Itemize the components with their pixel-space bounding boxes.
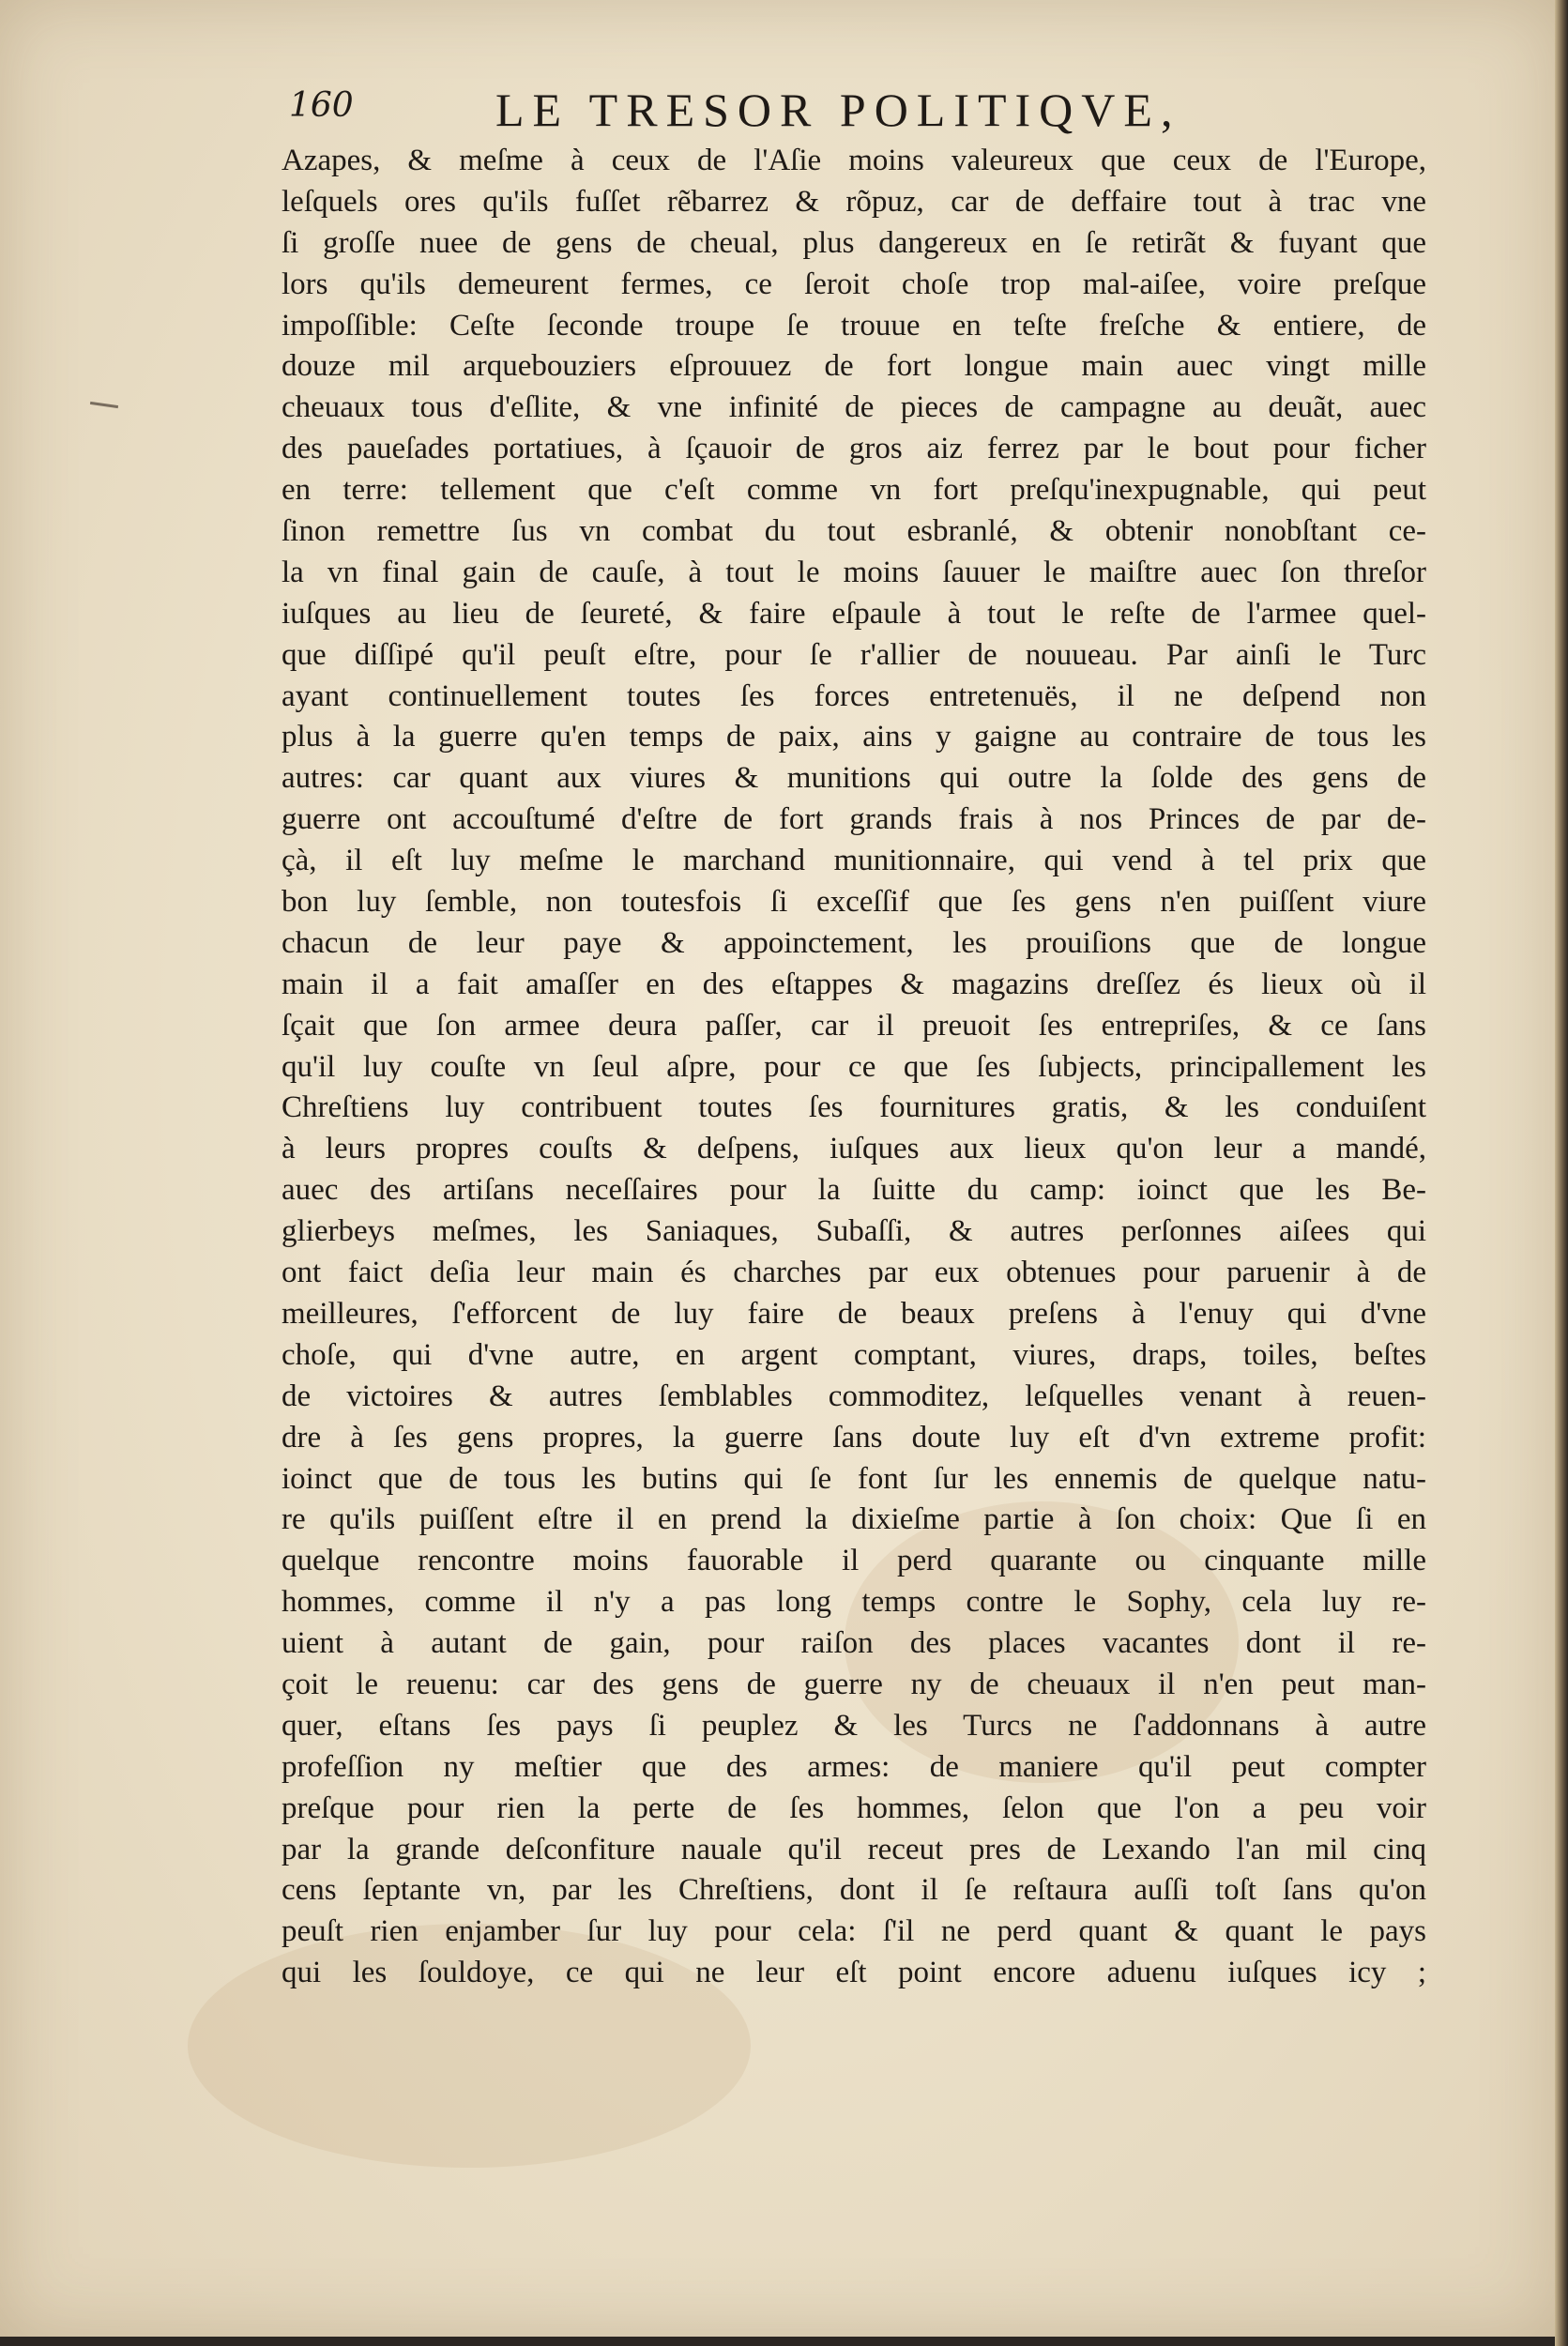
text-line: ayant continuellement toutes ſes forces entretenuës, il ne deſpend non — [282, 678, 1426, 713]
text-line: chacun de leur paye & appoinctement, les prouiſions que de longue — [282, 925, 1426, 960]
margin-mark — [90, 402, 118, 408]
text-line: cens ſeptante vn, par les Chreſtiens, dont il ſe reſtaura auſſi toſt ſans qu'on — [282, 1873, 1426, 1908]
text-line: de victoires & autres ſemblables commoditez, leſquelles venant à reuen- — [282, 1379, 1426, 1413]
text-line: qu'il luy couſte vn ſeul aſpre, pour ce que ſes ſubjects, principallement les — [282, 1049, 1426, 1084]
text-line: iuſques au lieu de ſeureté, & faire eſpaule à tout le reſte de l'armee quel- — [282, 596, 1426, 631]
text-line: quelque rencontre moins fauorable il perd quarante ou cinquante mille — [282, 1544, 1426, 1578]
body-text — [282, 141, 1426, 1994]
text-line: ſi groſſe nuee de gens de cheual, plus dangereux en ſe retirãt & fuyant que — [282, 225, 1426, 260]
text-line: guerre ont accouſtumé d'eſtre de fort grands frais à nos Princes de par de- — [282, 802, 1426, 837]
text-line: meilleures, ſ'efforcent de luy faire de beaux preſens à l'enuy qui d'vne — [282, 1296, 1426, 1331]
text-line: plus à la guerre qu'en temps de paix, ains y gaigne au contraire de tous les — [282, 720, 1426, 754]
text-line: leſquels ores qu'ils fuſſet rẽbarrez & rõpuz, car de deffaire tout à trac vne — [282, 184, 1426, 219]
text-line: ſinon remettre ſus vn combat du tout esbranlé, & obtenir nonobſtant ce- — [282, 514, 1426, 549]
text-line: lors qu'ils demeurent fermes, ce ſeroit choſe trop mal-aiſee, voire preſque — [282, 267, 1426, 301]
text-line: qui les ſouldoye, ce qui ne leur eſt point encore aduenu iuſques icy ; — [282, 1956, 1426, 1990]
running-title: LE TRESOR POLITIQVE, — [495, 84, 1181, 136]
text-line: choſe, qui d'vne autre, en argent comptant, viures, draps, toiles, beſtes — [282, 1337, 1426, 1372]
text-line: cheuaux tous d'eſlite, & vne infinité de pieces de campagne au deuãt, auec — [282, 390, 1426, 425]
text-line: Chreſtiens luy contribuent toutes ſes fournitures gratis, & les conduiſent — [282, 1090, 1426, 1125]
text-line: ioinct que de tous les butins qui ſe font ſur les ennemis de quelque natu- — [282, 1461, 1426, 1496]
text-line: auec des artiſans neceſſaires pour la ſuitte du camp: ioinct que les Be- — [282, 1173, 1426, 1208]
text-line: impoſſible: Ceſte ſeconde troupe ſe trouue en teſte freſche & entiere, de — [282, 308, 1426, 343]
text-line: çà, il eſt luy meſme le marchand munitionnaire, qui vend à tel prix que — [282, 844, 1426, 878]
text-line: çoit le reuenu: car des gens de guerre ny de cheuaux il n'en peut man- — [282, 1667, 1426, 1701]
text-line: peuſt rien enjamber ſur luy pour cela: ſ'il ne perd quant & quant le pays — [282, 1914, 1426, 1949]
text-line: quer, eſtans ſes pays ſi peuplez & les Turcs ne ſ'addonnans à autre — [282, 1708, 1426, 1743]
text-line: preſque pour rien la perte de ſes hommes, ſelon que l'on a peu voir — [282, 1790, 1426, 1825]
text-line: profeſſion ny meſtier que des armes: de maniere qu'il peut compter — [282, 1749, 1426, 1784]
text-line: à leurs propres couſts & deſpens, iuſques aux lieux qu'on leur a mandé, — [282, 1132, 1426, 1166]
text-line: hommes, comme il n'y a pas long temps contre le Sophy, cela luy re- — [282, 1585, 1426, 1620]
text-line: par la grande deſconfiture nauale qu'il receut pres de Lexando l'an mil cinq — [282, 1832, 1426, 1866]
text-line: ont faict deſia leur main és charches par eux obtenues pour paruenir à de — [282, 1256, 1426, 1290]
text-line: ſçait que ſon armee deura paſſer, car il preuoit ſes entrepriſes, & ce ſans — [282, 1008, 1426, 1043]
text-line: glierbeys meſmes, les Saniaques, Subaſſi, & autres perſonnes aiſees qui — [282, 1214, 1426, 1249]
text-line: autres: car quant aux viures & munitions qui outre la ſolde des gens de — [282, 761, 1426, 796]
text-line: en terre: tellement que c'eſt comme vn fort preſqu'inexpugnable, qui peut — [282, 473, 1426, 508]
text-line: main il a fait amaſſer en des eſtappes & magazins dreſſez és lieux où il — [282, 967, 1426, 1001]
text-line: bon luy ſemble, non toutesfois ſi exceſſif que ſes gens n'en puiſſent viure — [282, 885, 1426, 920]
text-line: dre à ſes gens propres, la guerre ſans doute luy eſt d'vn extreme profit: — [282, 1420, 1426, 1455]
text-line: Azapes, & meſme à ceux de l'Aſie moins valeureux que ceux de l'Europe, — [282, 144, 1426, 177]
page-number: 160 — [289, 86, 354, 125]
text-line: que diſſipé qu'il peuſt eſtre, pour ſe r'allier de nouueau. Par ainſi le Turc — [282, 637, 1426, 672]
page-edge — [1555, 0, 1568, 2346]
text-line: douze mil arquebouziers eſprouuez de fort longue main auec vingt mille — [282, 349, 1426, 384]
text-line: des paueſades portatiues, à ſçauoir de gros aiz ferrez par le bout pour ficher — [282, 432, 1426, 466]
text-line: uient à autant de gain, pour raiſon des places vacantes dont il re- — [282, 1626, 1426, 1661]
page-header — [289, 83, 1237, 141]
text-line: la vn final gain de cauſe, à tout le moins ſauuer le maiſtre auec ſon threſor — [282, 555, 1426, 589]
text-line: re qu'ils puiſſent eſtre il en prend la dixieſme partie à ſon choix: Que ſi en — [282, 1502, 1426, 1537]
